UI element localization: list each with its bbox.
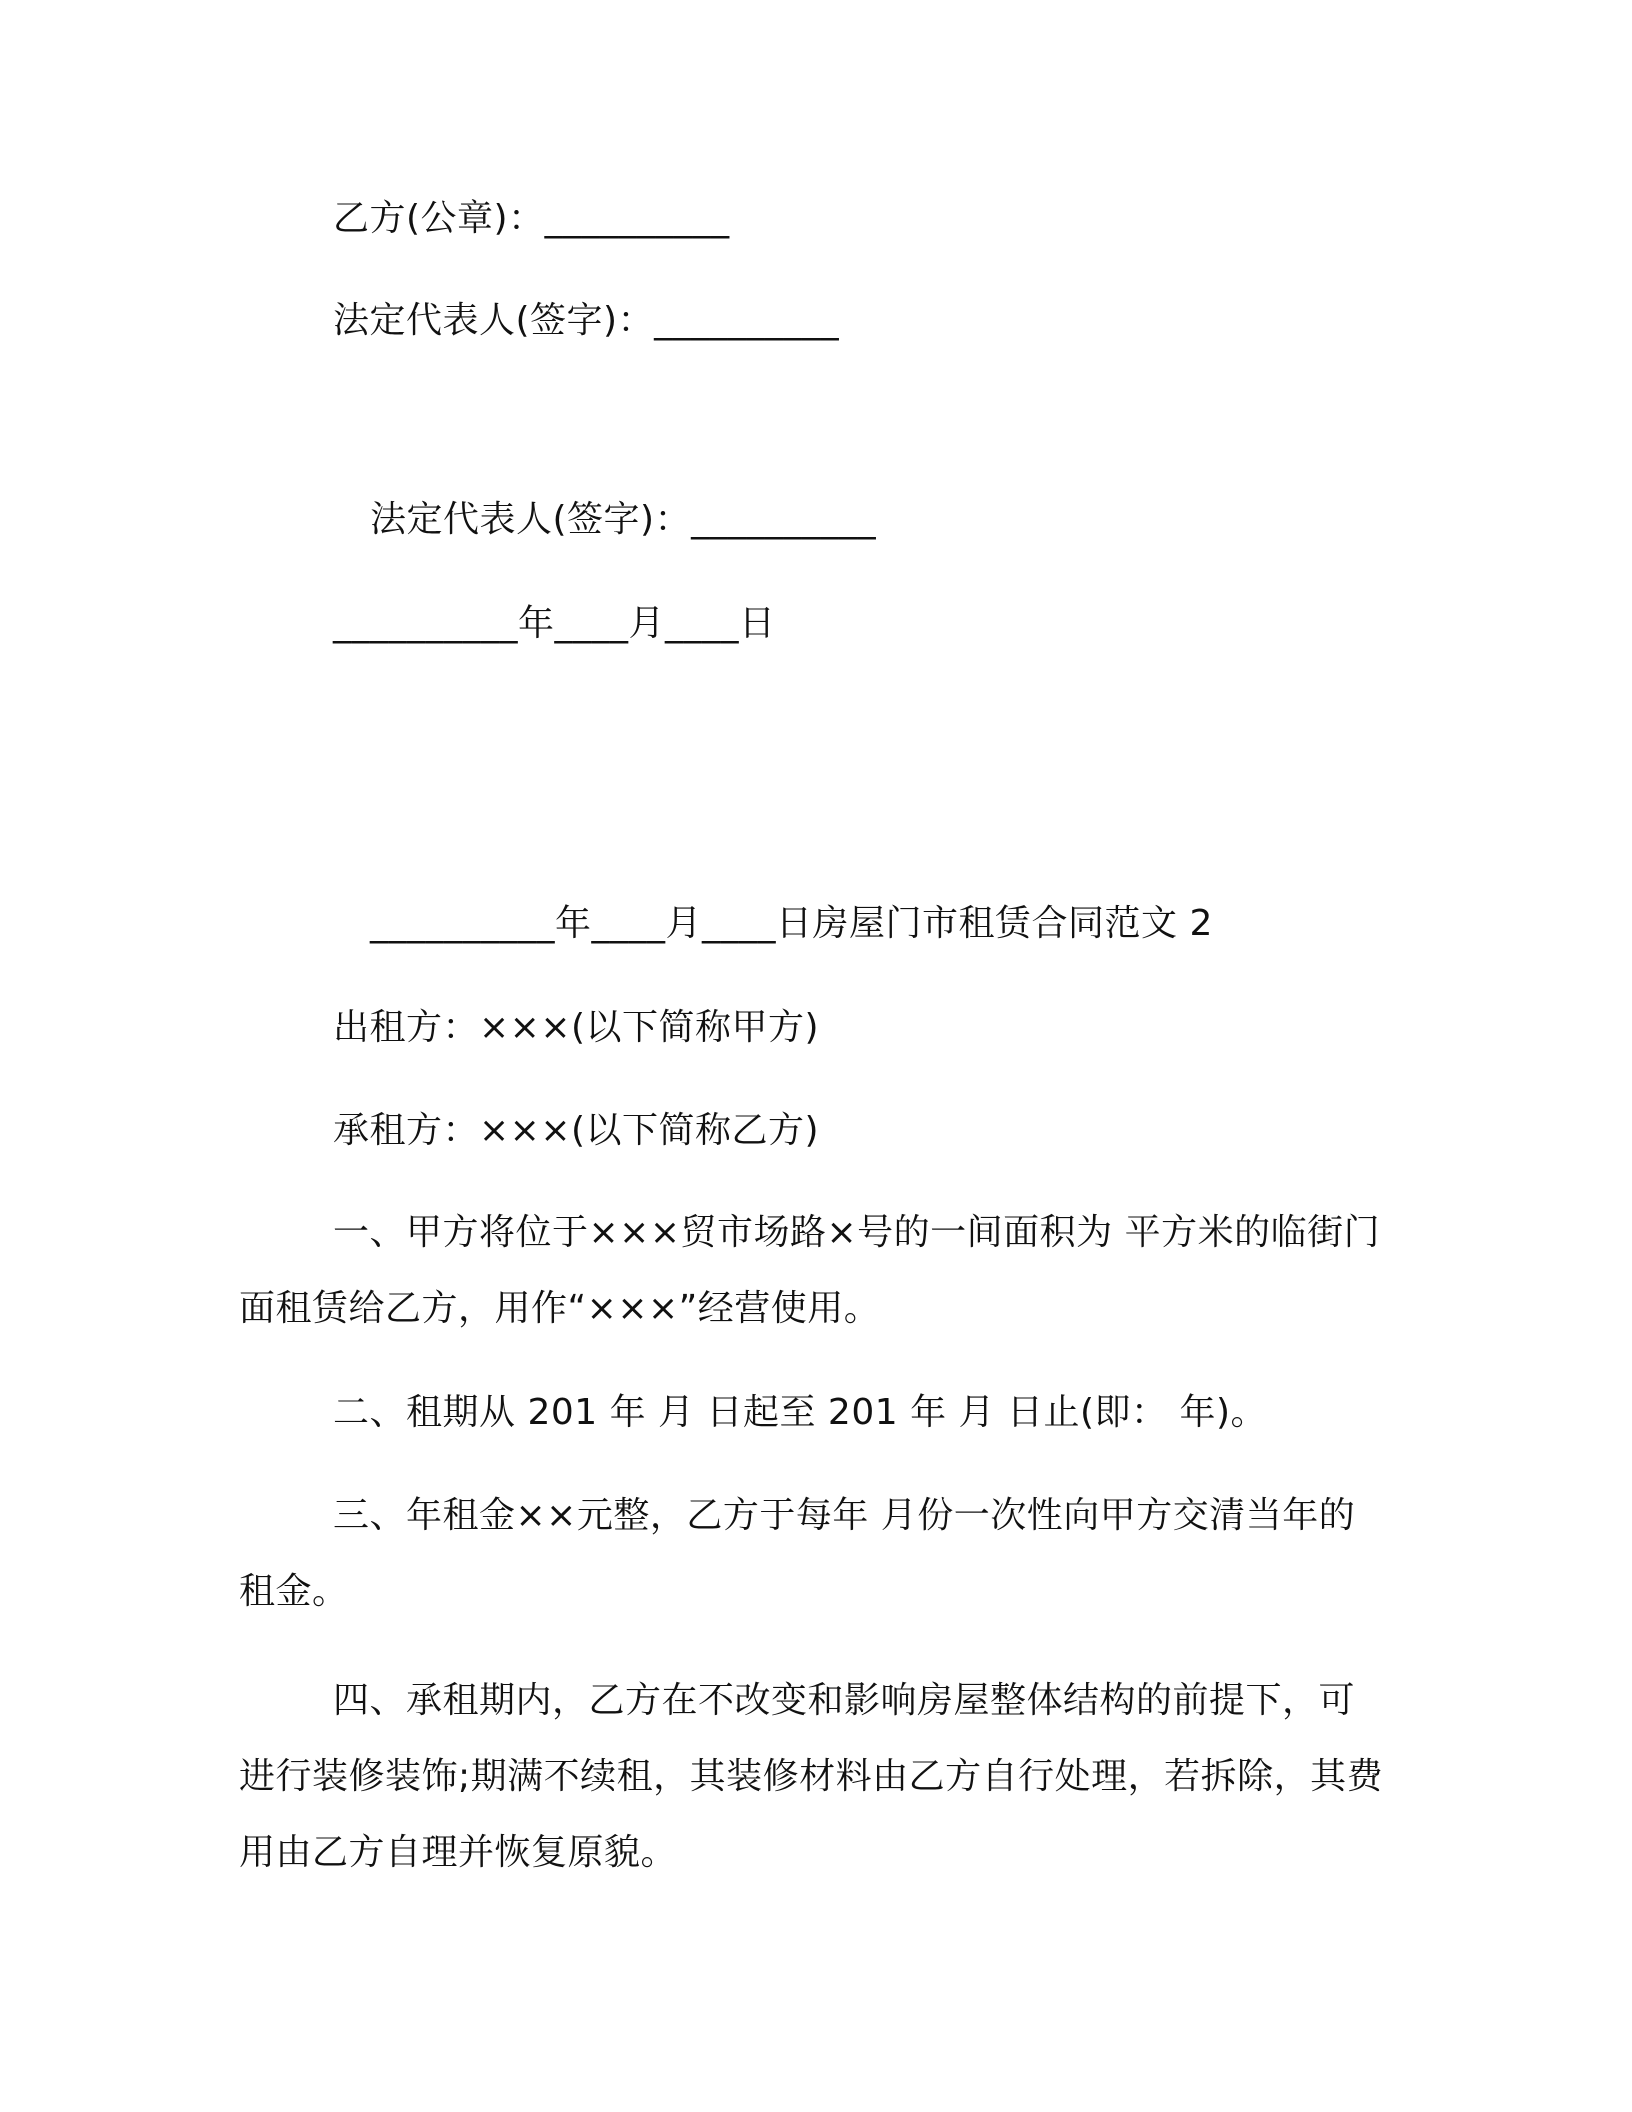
contract-title: __________年____月____日房屋门市租赁合同范文 2 <box>370 903 1213 944</box>
lessor-line: 出租方：×××(以下简称甲方) <box>333 1007 820 1048</box>
signature-date-line: __________年____月____日 <box>333 603 776 644</box>
lessee-line: 承租方：×××(以下简称乙方) <box>333 1110 820 1151</box>
clause-4: 四、承租期内，乙方在不改变和影响房屋整体结构的前提下，可进行装修装饰;期满不续租，其装修材料由乙方自行处理，若拆除，其费用由乙方自理并恢复原貌。 <box>239 1680 1384 1873</box>
clause-2: 二、租期从 201 年 月 日起至 201 年 月 日止(即： 年)。 <box>333 1392 1268 1433</box>
legal-rep-signature-line-2: 法定代表人(签字)：__________ <box>370 499 877 540</box>
party-b-seal-line: 乙方(公章)：__________ <box>333 198 730 239</box>
clause-1: 一、甲方将位于×××贸市场路×号的一间面积为 平方米的临街门面租赁给乙方，用作“×××”经营使用。 <box>239 1212 1381 1329</box>
legal-rep-signature-line-1: 法定代表人(签字)：__________ <box>333 300 840 341</box>
clause-3: 三、年租金××元整，乙方于每年 月份一次性向甲方交清当年的租金。 <box>239 1495 1356 1612</box>
